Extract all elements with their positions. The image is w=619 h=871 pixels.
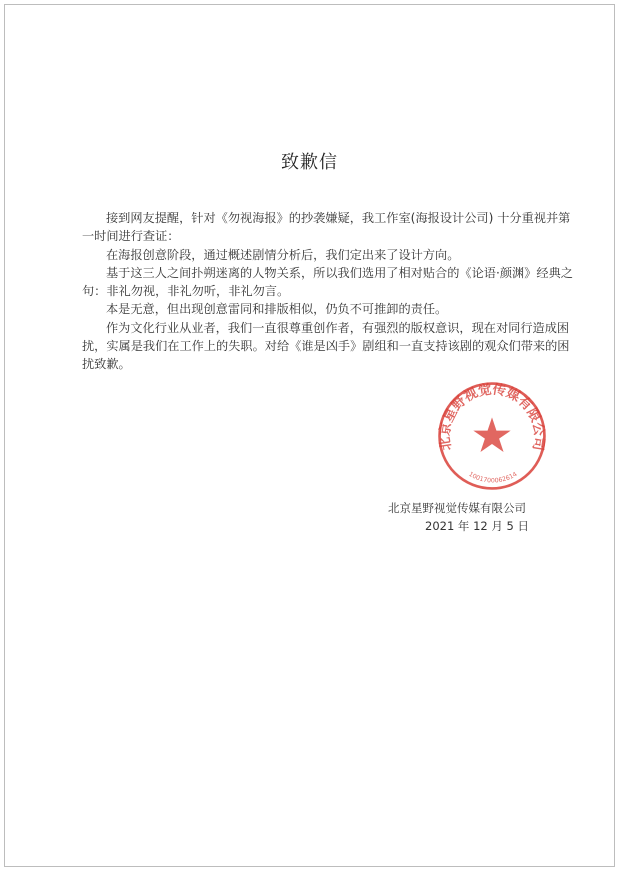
paragraph bbox=[82, 300, 546, 318]
star-icon bbox=[473, 417, 510, 452]
text-line: 在海报创意阶段，通过概述剧情分析后，我们定出来了设计方向。 bbox=[106, 247, 460, 262]
text-line: 基于这三人之间扑朔迷离的人物关系，所以我们选用了相对贴合的《论语·颜渊》经典之 bbox=[106, 265, 573, 280]
text-line: 一时间进行查证： bbox=[82, 229, 180, 244]
text-line: 句：非礼勿视，非礼勿听，非礼勿言。 bbox=[82, 284, 290, 299]
paragraph bbox=[82, 246, 546, 264]
paragraph bbox=[82, 264, 573, 301]
letter-body bbox=[82, 209, 573, 374]
paragraph bbox=[82, 319, 570, 374]
text-line: 作为文化行业从业者，我们一直很尊重创作者，有强烈的版权意识，现在对同行造成困 bbox=[106, 320, 570, 335]
paragraph bbox=[82, 209, 571, 246]
signature-company: 北京星野视觉传媒有限公司 bbox=[388, 501, 526, 515]
text-line: 扰，实属是我们在工作上的失职。对给《谁是凶手》剧组和一直支持该剧的观众们带来的困 bbox=[82, 339, 570, 354]
text-line: 本是无意，但出现创意雷同和排版相似，仍负不可推卸的责任。 bbox=[106, 302, 448, 317]
company-seal-stamp bbox=[436, 380, 548, 492]
stamp-ring-text: 北京星野视觉传媒有限公司 bbox=[436, 381, 548, 452]
text-line: 接到网友提醒，针对《勿视海报》的抄袭嫌疑，我工作室(海报设计公司) 十分重视并第 bbox=[106, 211, 571, 225]
signature-date: 2021 年 12 月 5 日 bbox=[425, 519, 529, 533]
letter-title: 致歉信 bbox=[281, 152, 338, 173]
stamp-number: 1001700062614 bbox=[467, 470, 519, 485]
text-line: 扰致歉。 bbox=[82, 357, 131, 372]
